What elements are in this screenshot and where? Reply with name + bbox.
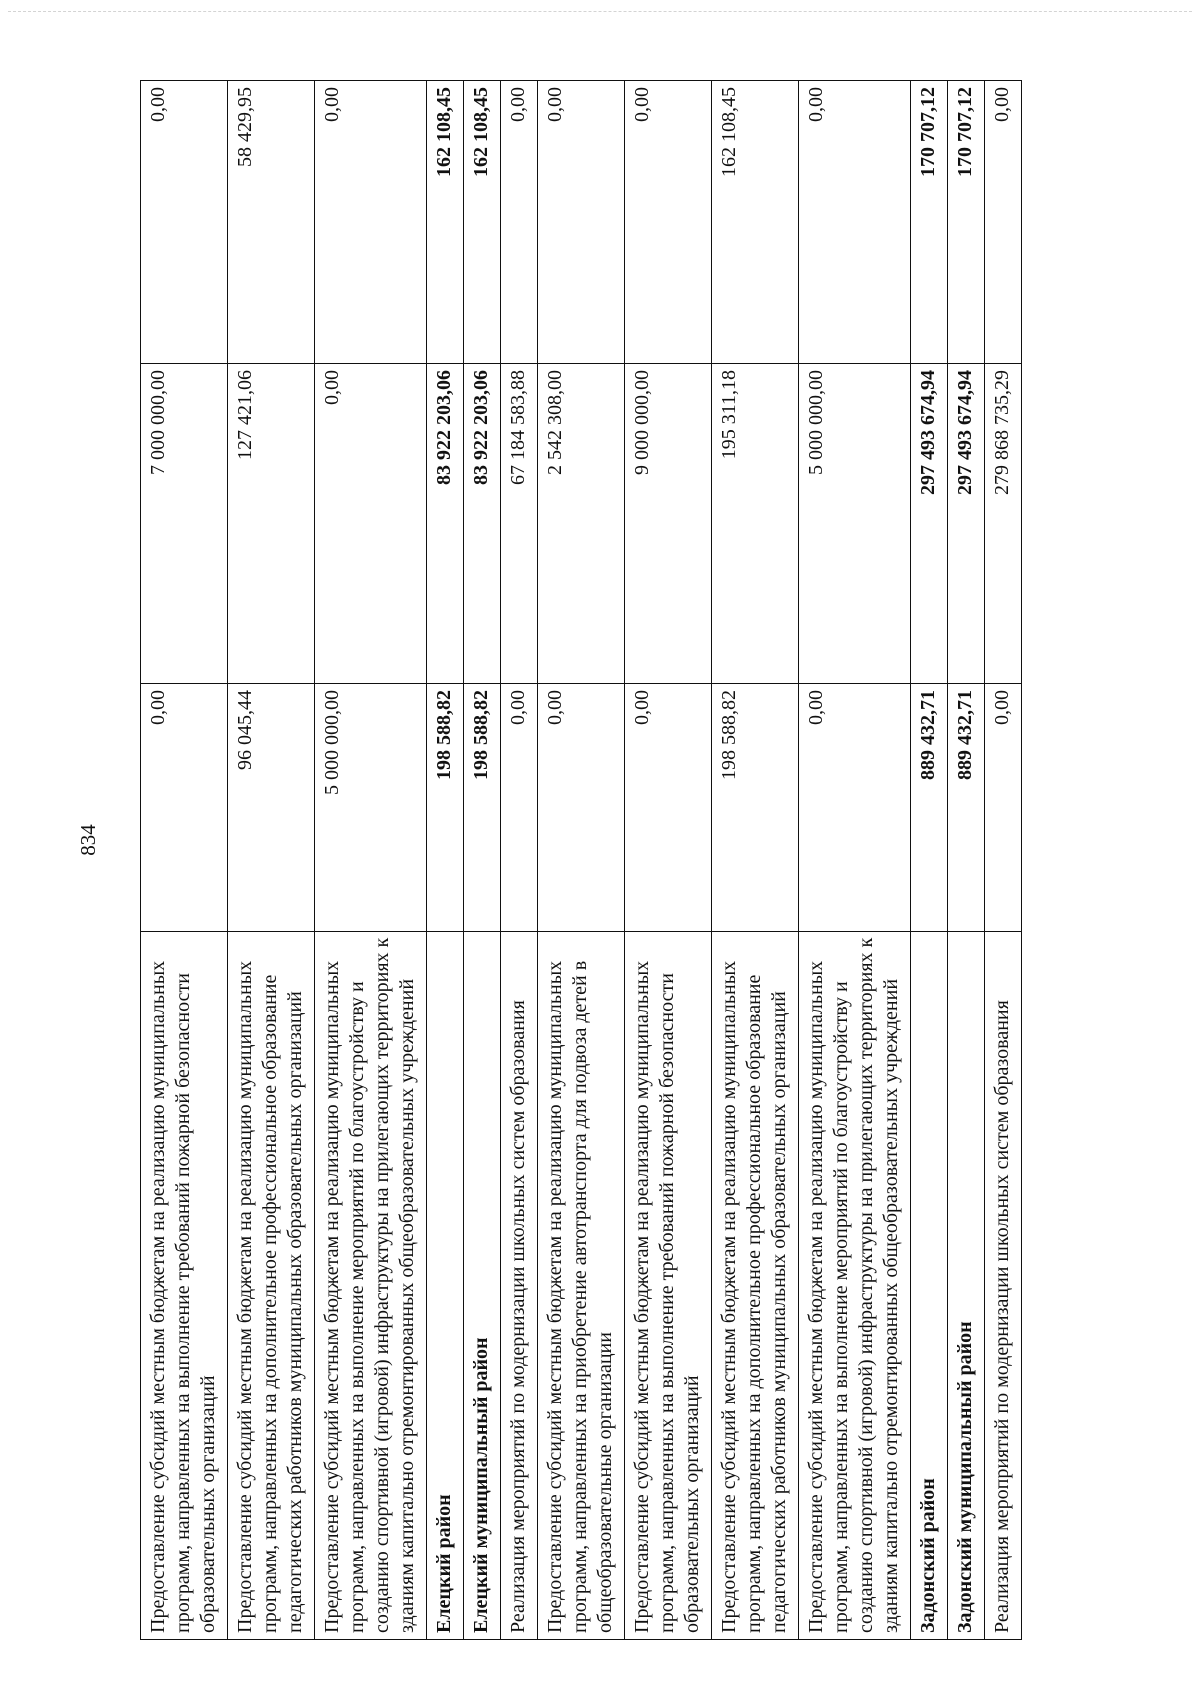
row-description: Елецкий район [427,931,464,1639]
row-value-2: 83 922 203,06 [464,363,501,683]
row-value-2: 127 421,06 [228,363,315,683]
row-value-3: 0,00 [538,81,625,364]
row-description: Задонский муниципальный район [948,931,985,1639]
row-value-1: 96 045,44 [228,683,315,931]
row-value-3: 0,00 [141,81,228,364]
row-value-1: 889 432,71 [948,683,985,931]
page-top-rule [8,11,1192,12]
row-value-1: 889 432,71 [911,683,948,931]
row-description: Предоставление субсидий местным бюджетам на реализацию муниципальных программ, направленных на дополнительное профессиональное образование педагогических работников муниципальных образовательных организаций [712,931,799,1639]
row-value-1: 5 000 000,00 [315,683,427,931]
row-value-3: 0,00 [501,81,538,364]
row-description: Предоставление субсидий местным бюджетам на реализацию муниципальных программ, направленных на выполнение требований пожарной безопасности образовательных организаций [141,931,228,1639]
row-description: Задонский район [911,931,948,1639]
row-value-1: 0,00 [985,683,1022,931]
row-description: Предоставление субсидий местным бюджетам на реализацию муниципальных программ, направленных на выполнение мероприятий по благоустройству и созданию спортивной (игровой) инфраструктуры на прилегающих территориях к зданиям капитально отремонтированных общеобразовательных учреждений [315,931,427,1639]
table-row [625,81,712,1640]
row-value-2: 279 868 735,29 [985,363,1022,683]
row-value-2: 9 000 000,00 [625,363,712,683]
row-description: Предоставление субсидий местным бюджетам на реализацию муниципальных программ, направленных на выполнение мероприятий по благоустройству и созданию спортивной (игровой) инфраструктуры на прилегающих территориях к зданиям капитально отремонтированных общеобразовательных учреждений [799,931,911,1639]
row-value-1: 0,00 [501,683,538,931]
row-value-1: 198 588,82 [464,683,501,931]
row-value-3: 162 108,45 [464,81,501,364]
row-value-3: 170 707,12 [948,81,985,364]
table-row [538,81,625,1640]
row-value-2: 2 542 308,00 [538,363,625,683]
row-value-3: 0,00 [985,81,1022,364]
row-value-1: 198 588,82 [712,683,799,931]
table-row [501,81,538,1640]
row-value-1: 0,00 [799,683,911,931]
table-row [427,81,464,1640]
table-row [464,81,501,1640]
row-description: Елецкий муниципальный район [464,931,501,1639]
rotated-table-wrapper [140,80,1040,1640]
row-value-2: 195 311,18 [712,363,799,683]
budget-table [140,80,1022,1640]
table-row [228,81,315,1640]
budget-table-body [141,81,1022,1640]
table-row [948,81,985,1640]
table-row [712,81,799,1640]
row-description: Предоставление субсидий местным бюджетам на реализацию муниципальных программ, направленных на дополнительное профессиональное образование педагогических работников муниципальных образовательных организаций [228,931,315,1639]
row-value-1: 198 588,82 [427,683,464,931]
row-description: Реализация мероприятий по модернизации школьных систем образования [501,931,538,1639]
row-value-2: 67 184 583,88 [501,363,538,683]
row-value-2: 7 000 000,00 [141,363,228,683]
row-value-1: 0,00 [538,683,625,931]
page-number: 834 [76,824,100,856]
row-value-1: 0,00 [141,683,228,931]
row-value-2: 297 493 674,94 [948,363,985,683]
row-value-3: 0,00 [799,81,911,364]
row-value-2: 297 493 674,94 [911,363,948,683]
table-row [315,81,427,1640]
row-description: Реализация мероприятий по модернизации школьных систем образования [985,931,1022,1639]
row-description: Предоставление субсидий местным бюджетам на реализацию муниципальных программ, направленных на приобретение автотранспорта для подвоза детей в общеобразовательные организации [538,931,625,1639]
row-value-3: 162 108,45 [712,81,799,364]
row-value-2: 0,00 [315,363,427,683]
table-row [141,81,228,1640]
row-value-2: 83 922 203,06 [427,363,464,683]
row-value-3: 162 108,45 [427,81,464,364]
row-value-3: 0,00 [315,81,427,364]
table-row [985,81,1022,1640]
row-value-3: 0,00 [625,81,712,364]
row-description: Предоставление субсидий местным бюджетам на реализацию муниципальных программ, направленных на выполнение требований пожарной безопасности образовательных организаций [625,931,712,1639]
row-value-2: 5 000 000,00 [799,363,911,683]
table-row [799,81,911,1640]
row-value-3: 170 707,12 [911,81,948,364]
row-value-1: 0,00 [625,683,712,931]
table-row [911,81,948,1640]
row-value-3: 58 429,95 [228,81,315,364]
